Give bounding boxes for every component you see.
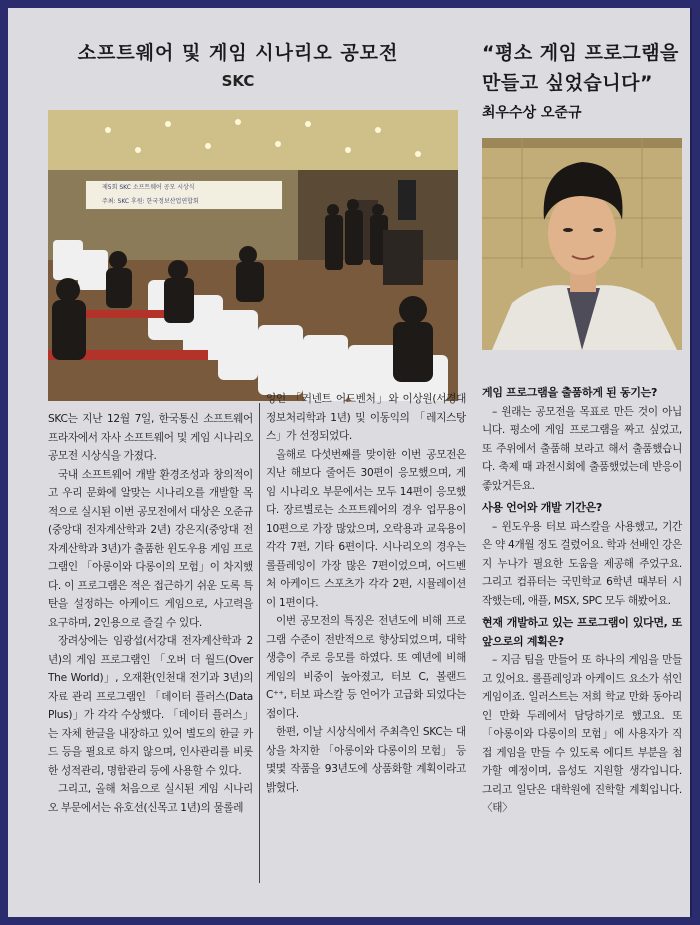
interview-answer: – 원래는 공모전을 목표로 만든 것이 아닙니다. 평소에 게임 프로그램을 짜고 싶었고, 또 주위에서 출품해 보라고 해서 출품했습니다. 축제 때 과전시회에 출품했었는데 반응이 좋았거든요. <box>482 405 682 492</box>
article-column-1 <box>48 410 253 817</box>
portrait-figure <box>482 138 682 350</box>
article-company: SKC <box>221 72 255 90</box>
ceremony-banner <box>85 180 283 210</box>
interview-column <box>482 380 682 818</box>
article-paragraph: SKC는 지난 12월 7일, 한국통신 소프트웨어 프라자에서 자사 소프트웨어 및 게임 시나리오 공모전 시상식을 가졌다. <box>48 413 253 462</box>
winner-portrait-photo <box>482 138 682 350</box>
banner-line-2: 주최: SKC 후원: 한국정보산업연합회 <box>102 198 199 205</box>
ceremony-photo <box>48 110 458 401</box>
winner-label: 최우수상 오준규 <box>482 105 582 121</box>
ceremony-scene <box>48 110 458 401</box>
article-headline: 소프트웨어 및 게임 시나리오 공모전 <box>77 42 399 64</box>
article-paragraph: 올해로 다섯번째를 맞이한 이번 공모전은 지난 해보다 줄어든 30편이 응모했으며, 게임 시나리오 부문에서는 모두 14편이 응모했다. 장르별로는 소프트웨어의 경우 업무용이 10편으로 가장 많았으며, 오락용과 교육용이 각각 7편, 기타 6편이다. 시나리오의 경우는 롤플레잉이 가장 많은 7편이었으며, 어드벤처 아케이드 스포츠가 각각 2편, 시뮬레이션이 1편이다. <box>266 448 466 609</box>
interview-answer: – 지금 팀을 만들어 또 하나의 게임을 만들고 있어요. 롤플레잉과 아케이드 요소가 섞인 게임이죠. 일러스트는 저희 학교 만화 동아리인 만화 두레에서 담당하기로 했고요. 또 「아롱이와 다롱이의 모험」에 사용자가 직접 게임을 만들 수 있도록 에디트 부분을 첨가할 예정이며, 음성도 지원할 생각입니다. 그리고 일단은 대학원에 진학할 계획입니다.〈태〉 <box>482 654 682 814</box>
article-paragraph: 이번 공모전의 특징은 전년도에 비해 프로그램 수준이 전반적으로 향상되었으며, 대학생층이 주로 응모를 하였다. 또 예년에 비해 게임의 비중이 높아졌고, 터보 C, 볼랜드 C⁺⁺, 터보 파스칼 등 언어가 고급화 되었다는 점이다. <box>266 615 466 720</box>
banner-line-1: 제5회 SKC 소프트웨어 공모 시상식 <box>102 184 195 191</box>
interview-question: 게임 프로그램을 출품하게 된 동기는? <box>482 386 658 399</box>
article-paragraph: 장려상에는 임광섭(서강대 전자계산학과 2년)의 게임 프로그램인 「오버 더 월드(Over The World)」, 오재환(인천대 전기과 3년)의 자료 관리 프로그램인 「데이터 플러스(Data Plus)」가 각각 수상했다. 「데이터 플러스」는 자체 한글을 내장하고 있어 별도의 한글 카드 등을 필요로 하지 않으며, 인사관리를 비롯한 성적관리, 명함관리 등에 사용할 수 있다. <box>48 635 253 777</box>
article-paragraph: 국내 소프트웨어 개발 환경조성과 창의적이고 우리 문화에 알맞는 시나리오를 개발할 목적으로 실시된 이번 공모전에서 대상은 오준규(중앙대 전자계산학과 2년) 강은지(중앙대 전자계산학과 3년)가 출품한 윈도우용 게임 프로그램인 「아롱이와 다롱이의 모험」이 차지했다. 이 프로그램은 적은 접근하기 쉬운 도록 특탄을 설정하는 아케이드 게임으로, 사고력을 요구하며, 2인용으로 즐길 수 있다. <box>48 468 253 629</box>
magazine-page <box>8 8 692 917</box>
article-paragraph: 그리고, 올해 처음으로 실시된 게임 시나리오 부문에서는 유호선(신목고 1년)의 물롤레 <box>48 783 253 814</box>
interview-question: 사용 언어와 개발 기간은? <box>482 501 602 514</box>
interview-quote: “평소 게임 프로그램을 만들고 싶었습니다” <box>482 42 679 94</box>
article-paragraph: 한편, 이날 시상식에서 주최측인 SKC는 대상을 차지한 「아롱이와 다롱이의 모험」 등 몇몇 작품을 93년도에 상품화할 계획이라고 밝혔다. <box>266 726 466 794</box>
interview-question: 현재 개발하고 있는 프로그램이 있다면, 또 앞으로의 계획은? <box>482 616 682 648</box>
interview-answer: – 윈도우용 터보 파스칼을 사용했고, 기간은 약 4개월 정도 걸렸어요. 학과 선배인 강은지 누나가 필요한 도움을 제공해 주었구요. 그리고 컴퓨터는 국민학교 6학년 때부터 시작했는데, 애플, MSX, SPC 모두 해봤어요. <box>482 520 682 607</box>
article-column-2 <box>266 390 466 797</box>
article-paragraph: 잉인 「커넨트 어드벤처」와 이상원(서경대 정보처리학과 1년) 및 이동익의 「레지스탕스」가 선정되었다. <box>266 393 466 442</box>
column-rule-1 <box>259 403 260 883</box>
